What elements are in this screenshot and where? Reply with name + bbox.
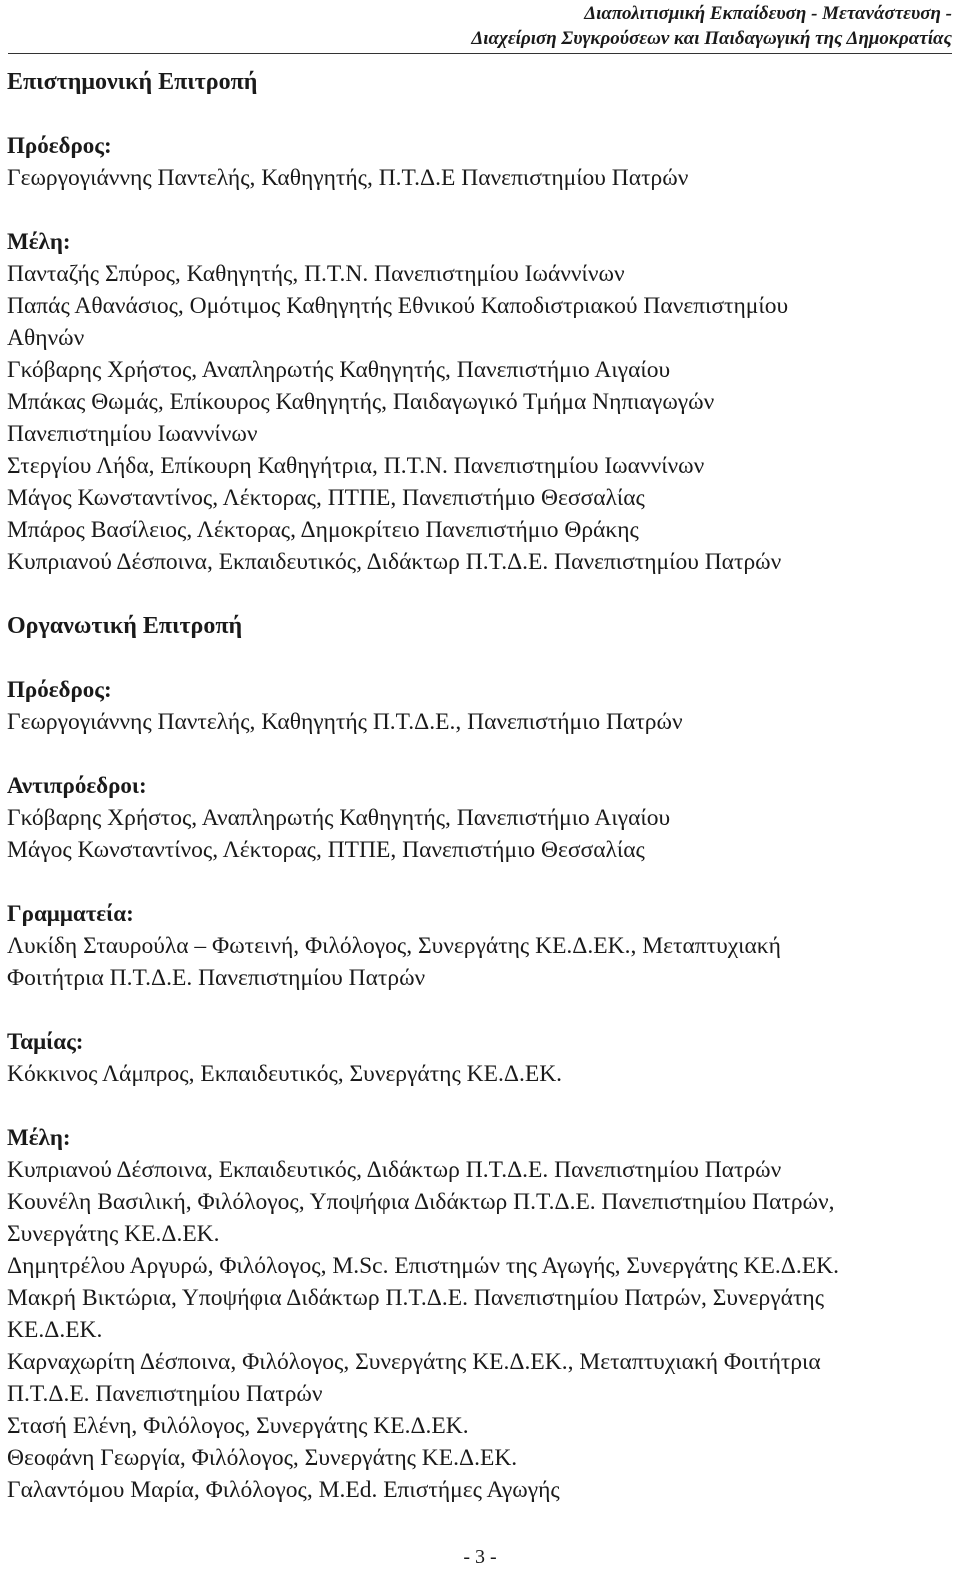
scientific-member-line: Πανεπιστημίου Ιωαννίνων xyxy=(7,421,258,447)
organizing-member-line: ΚΕ.Δ.ΕΚ. xyxy=(7,1317,103,1343)
secretariat-line: Λυκίδη Σταυρούλα – Φωτεινή, Φιλόλογος, Συνεργάτης ΚΕ.Δ.ΕΚ., Μεταπτυχιακή xyxy=(7,933,781,959)
scientific-member-line: Παπάς Αθανάσιος, Ομότιμος Καθηγητής Εθνικού Καποδιστριακού Πανεπιστημίου xyxy=(7,293,789,319)
scientific-member-line: Γκόβαρης Χρήστος, Αναπληρωτής Καθηγητής, Πανεπιστήμιο Αιγαίου xyxy=(7,357,671,383)
page-number: - 3 - xyxy=(463,1546,497,1568)
organizing-president-label: Πρόεδρος: xyxy=(7,677,112,702)
organizing-member-line: Κυπριανού Δέσποινα, Εκπαιδευτικός, Διδάκτωρ Π.Τ.Δ.Ε. Πανεπιστημίου Πατρών xyxy=(7,1157,782,1183)
scientific-members-label: Μέλη: xyxy=(7,229,71,254)
vice-president-line: Γκόβαρης Χρήστος, Αναπληρωτής Καθηγητής, Πανεπιστήμιο Αιγαίου xyxy=(7,805,671,831)
scientific-member-line: Πανταζής Σπύρος, Καθηγητής, Π.Τ.Ν. Πανεπιστημίου Ιωάννίνων xyxy=(7,261,625,287)
treasurer-label: Ταμίας: xyxy=(7,1029,84,1054)
organizing-member-line: Π.Τ.Δ.Ε. Πανεπιστημίου Πατρών xyxy=(7,1381,323,1407)
scientific-president: Γεωργογιάννης Παντελής, Καθηγητής, Π.Τ.Δ.Ε Πανεπιστημίου Πατρών xyxy=(7,165,689,191)
organizing-member-line: Καρναχωρίτη Δέσποινα, Φιλόλογος, Συνεργάτης ΚΕ.Δ.ΕΚ., Μεταπτυχιακή Φοιτήτρια xyxy=(7,1349,821,1375)
organizing-committee xyxy=(7,610,953,1506)
scientific-member-line: Μπάκας Θωμάς, Επίκουρος Καθηγητής, Παιδαγωγικό Τμήμα Νηπιαγωγών xyxy=(7,389,715,415)
organizing-member-line: Δημητρέλου Αργυρώ, Φιλόλογος, M.Sc. Επιστημών της Αγωγής, Συνεργάτης ΚΕ.Δ.ΕΚ. xyxy=(7,1253,839,1279)
organizing-member-line: Συνεργάτης ΚΕ.Δ.ΕΚ. xyxy=(7,1221,220,1247)
scientific-member-line: Μάγος Κωνσταντίνος, Λέκτορας, ΠΤΠΕ, Πανεπιστήμιο Θεσσαλίας xyxy=(7,485,645,511)
secretariat-label: Γραμματεία: xyxy=(7,901,134,926)
organizing-member-line: Μακρή Βικτώρια, Υποψήφια Διδάκτωρ Π.Τ.Δ.Ε. Πανεπιστημίου Πατρών, Συνεργάτης xyxy=(7,1285,825,1311)
page-content xyxy=(7,66,953,1506)
running-header xyxy=(8,0,952,54)
scientific-president-label: Πρόεδρος: xyxy=(7,133,112,158)
organizing-member-line: Στασή Ελένη, Φιλόλογος, Συνεργάτης ΚΕ.Δ.ΕΚ. xyxy=(7,1413,469,1439)
scientific-member-line: Κυπριανού Δέσποινα, Εκπαιδευτικός, Διδάκτωρ Π.Τ.Δ.Ε. Πανεπιστημίου Πατρών xyxy=(7,549,782,575)
treasurer: Κόκκινος Λάμπρος, Εκπαιδευτικός, Συνεργάτης ΚΕ.Δ.ΕΚ. xyxy=(7,1061,563,1087)
organizing-member-line: Θεοφάνη Γεωργία, Φιλόλογος, Συνεργάτης ΚΕ.Δ.ΕΚ. xyxy=(7,1445,518,1471)
scientific-member-line: Μπάρος Βασίλειος, Λέκτορας, Δημοκρίτειο Πανεπιστήμιο Θράκης xyxy=(7,517,639,543)
section-title-scientific: Επιστημονική Επιτροπή xyxy=(7,69,258,95)
running-header-line-1: Διαπολιτισμική Εκπαίδευση - Μετανάστευση - xyxy=(584,3,952,24)
section-title-organizing: Οργανωτική Επιτροπή xyxy=(7,613,243,639)
organizing-members-label: Μέλη: xyxy=(7,1125,71,1150)
vice-president-line: Μάγος Κωνσταντίνος, Λέκτορας, ΠΤΠΕ, Πανεπιστήμιο Θεσσαλίας xyxy=(7,837,645,863)
running-header-line-2: Διαχείριση Συγκρούσεων και Παιδαγωγική της Δημοκρατίας xyxy=(471,28,952,49)
secretariat-line: Φοιτήτρια Π.Τ.Δ.Ε. Πανεπιστημίου Πατρών xyxy=(7,965,426,991)
organizing-member-line: Γαλαντόμου Μαρία, Φιλόλογος, M.Ed. Επιστήμες Αγωγής xyxy=(7,1477,560,1503)
scientific-member-line: Στεργίου Λήδα, Επίκουρη Καθηγήτρια, Π.Τ.Ν. Πανεπιστημίου Ιωαννίνων xyxy=(7,453,705,479)
organizing-president: Γεωργογιάννης Παντελής, Καθηγητής Π.Τ.Δ.Ε., Πανεπιστήμιο Πατρών xyxy=(7,709,683,735)
organizing-member-line: Κουνέλη Βασιλική, Φιλόλογος, Υποψήφια Διδάκτωρ Π.Τ.Δ.Ε. Πανεπιστημίου Πατρών, xyxy=(7,1189,835,1215)
scientific-committee xyxy=(7,66,953,578)
scientific-member-line: Αθηνών xyxy=(7,325,85,351)
vice-presidents-label: Αντιπρόεδροι: xyxy=(7,773,147,798)
